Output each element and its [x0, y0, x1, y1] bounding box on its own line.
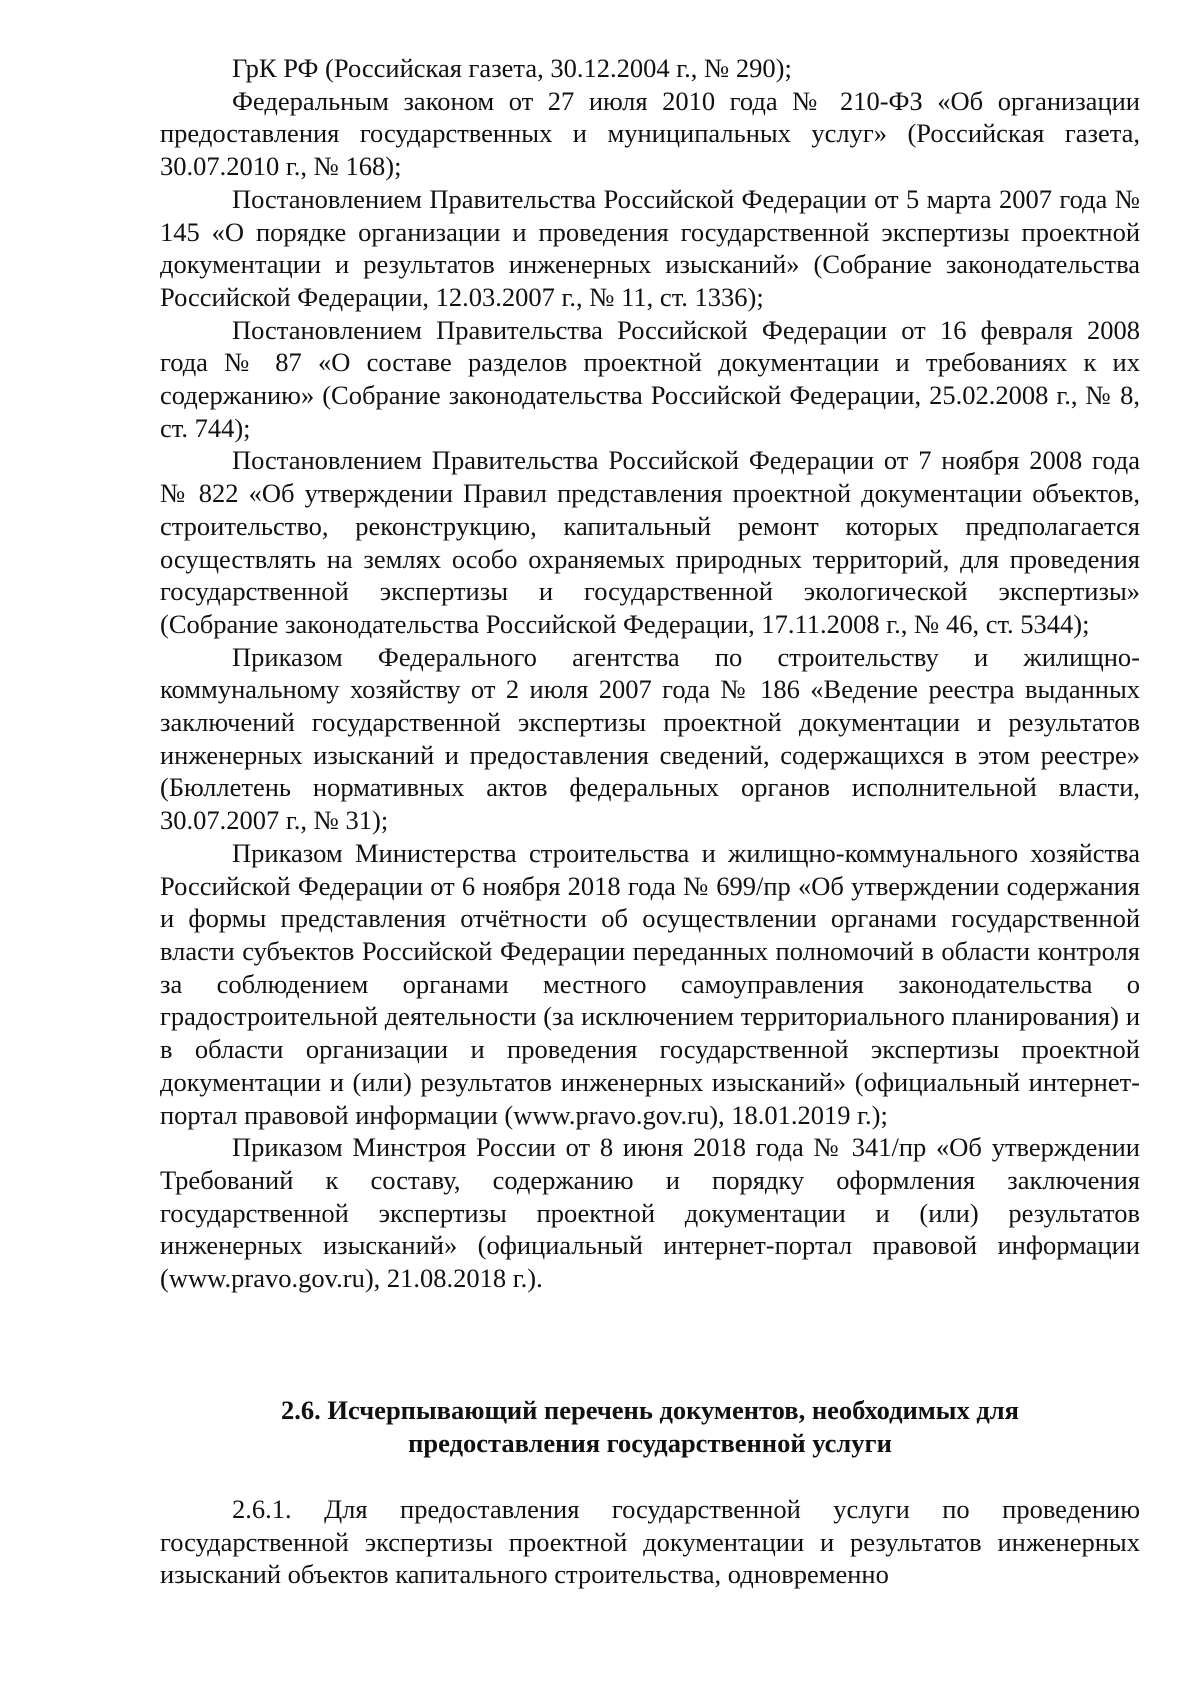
paragraph-order-341: Приказом Минстроя России от 8 июня 2018 года № 341/пр «Об утверждении Требований к составу, содержанию и порядку оформления заключения государственной экспертизы проектной документации и (или) результатов инженерных изысканий» (официальный интернет-портал правовой информации (www.pravo.gov.ru), 21.08.2018 г.). — [160, 1132, 1140, 1294]
paragraph-order-699: Приказом Министерства строительства и жилищно-коммунального хозяйства Российской Федерации от 6 ноября 2018 года № 699/пр «Об утверждении содержания и формы представления отчётности об осуществлении органами государственной власти субъектов Российской Федерации переданных полномочий в области контроля за соблюдением органами местного самоуправления законодательства о градостроительной деятельности (за исключением территориального планирования) и в области организации и проведения государственной экспертизы проектной документации и (или) результатов инженерных изысканий» (официальный интернет-портал правовой информации (www.pravo.gov.ru), 18.01.2019 г.); — [160, 837, 1140, 1130]
paragraph-grk: ГрК РФ (Российская газета, 30.12.2004 г., № 290); — [232, 53, 792, 83]
paragraph-resolution-87: Постановлением Правительства Российской Федерации от 16 февраля 2008 года № 87 «О составе разделов проектной документации и требованиях к их содержанию» (Собрание законодательства Российской Федерации, 25.02.2008 г., № 8, ст. 744); — [160, 314, 1140, 443]
legal-references-list — [160, 52, 1140, 1295]
section-body — [160, 1493, 1140, 1591]
paragraph-resolution-822: Постановлением Правительства Российской Федерации от 7 ноября 2008 года № 822 «Об утверждении Правил представления проектной документации объектов, строительство, реконструкцию, капитальный ремонт которых предполагается осуществлять на землях особо охраняемых природных территорий, для проведения государственной экспертизы и государственной экологической экспертизы» (Собрание законодательства Российской Федерации, 17.11.2008 г., № 46, ст. 5344); — [160, 445, 1140, 639]
paragraph-resolution-145: Постановлением Правительства Российской Федерации от 5 марта 2007 года № 145 «О порядке организации и проведения государственной экспертизы проектной документации и результатов инженерных изысканий» (Собрание законодательства Российской Федерации, 12.03.2007 г., № 11, ст. 1336); — [160, 183, 1140, 312]
paragraph-order-186: Приказом Федерального агентства по строительству и жилищно-коммунальному хозяйству от 2 июля 2007 года № 186 «Ведение реестра выданных заключений государственной экспертизы проектной документации и результатов инженерных изысканий и предоставления сведений, содержащихся в этом реестре» (Бюллетень нормативных актов федеральных органов исполнительной власти, 30.07.2007 г., № 31); — [160, 641, 1140, 836]
section-heading-line-2: предоставления государственной услуги — [408, 1427, 892, 1458]
section-heading-line-1: 2.6. Исчерпывающий перечень документов, необходимых для — [281, 1395, 1019, 1425]
section-heading — [160, 1394, 1140, 1459]
paragraph-federal-law-210: Федеральным законом от 27 июля 2010 года № 210-ФЗ «Об организации предоставления государственных и муниципальных услуг» (Российская газета, 30.07.2010 г., № 168); — [160, 85, 1140, 182]
paragraph-2-6-1: 2.6.1. Для предоставления государственной услуги по проведению государственной экспертизы проектной документации и результатов инженерных изысканий объектов капитального строительства, одновременно — [160, 1494, 1140, 1590]
